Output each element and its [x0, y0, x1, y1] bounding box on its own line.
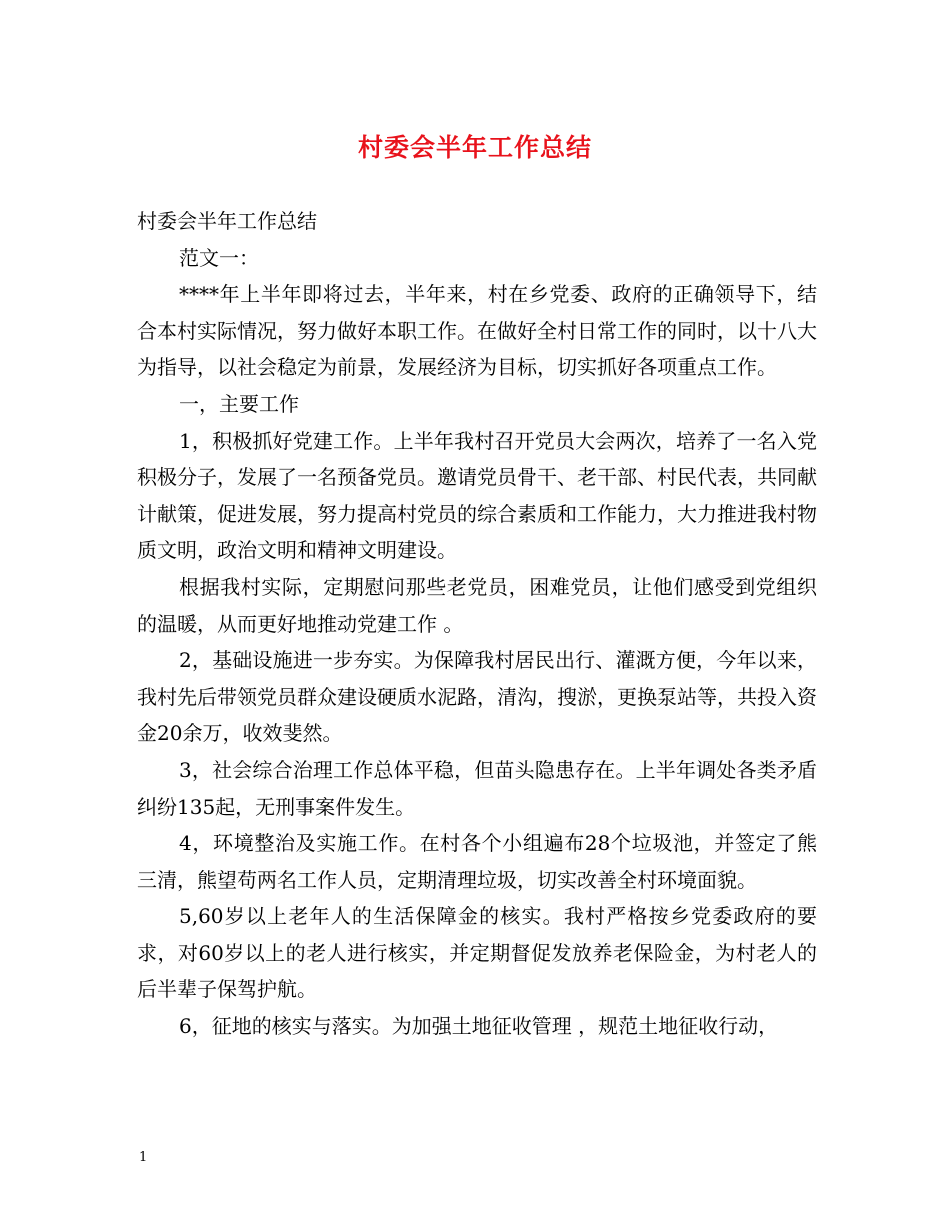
document-body	[137, 203, 817, 1045]
page-number: 1	[139, 1150, 148, 1165]
paragraph-item-2: 2，基础设施进一步夯实。为保障我村居民出行、灌溉方便，今年以来，我村先后带领党员群众建设硬质水泥路，清沟，搜淤，更换泵站等，共投入资金20余万，收效斐然。	[137, 648, 817, 746]
paragraph-item-1-cont: 根据我村实际，定期慰问那些老党员，困难党员，让他们感受到党组织的温暖，从而更好地推动党建工作 。	[137, 574, 817, 636]
paragraph-intro: ****年上半年即将过去，半年来，村在乡党委、政府的正确领导下，结合本村实际情况，努力做好本职工作。在做好全村日常工作的同时，以十八大为指导，以社会稳定为前景，发展经济为目标，切实抓好各项重点工作。	[137, 282, 817, 380]
paragraph-sample-label: 范文一：	[179, 245, 259, 270]
paragraph-item-3: 3，社会综合治理工作总体平稳，但苗头隐患存在。上半年调处各类矛盾纠纷135起，无刑事案件发生。	[137, 757, 817, 819]
paragraph-item-6: 6，征地的核实与落实。为加强土地征收管理 ，规范土地征收行动，	[179, 1014, 779, 1039]
paragraph-item-5: 5,60岁以上老年人的生活保障金的核实。我村严格按乡党委政府的要求，对60岁以上的老人进行核实，并定期督促发放养老保险金，为村老人的后半辈子保驾护航。	[137, 904, 817, 1002]
paragraph-subtitle: 村委会半年工作总结	[137, 209, 317, 233]
section-heading-main-work: 一，主要工作	[179, 391, 299, 416]
paragraph-item-4: 4，环境整治及实施工作。在村各个小组遍布28个垃圾池，并签定了熊三清，熊望苟两名工作人员，定期清理垃圾，切实改善全村环境面貌。	[137, 831, 817, 892]
document-title: 村委会半年工作总结	[357, 133, 592, 162]
paragraph-item-1: 1，积极抓好党建工作。上半年我村召开党员大会两次，培养了一名入党积极分子，发展了一名预备党员。邀请党员骨干、老干部、村民代表，共同献计献策，促进发展，努力提高村党员的综合素质和工作能力，大力推进我村物质文明，政治文明和精神文明建设。	[137, 428, 817, 563]
